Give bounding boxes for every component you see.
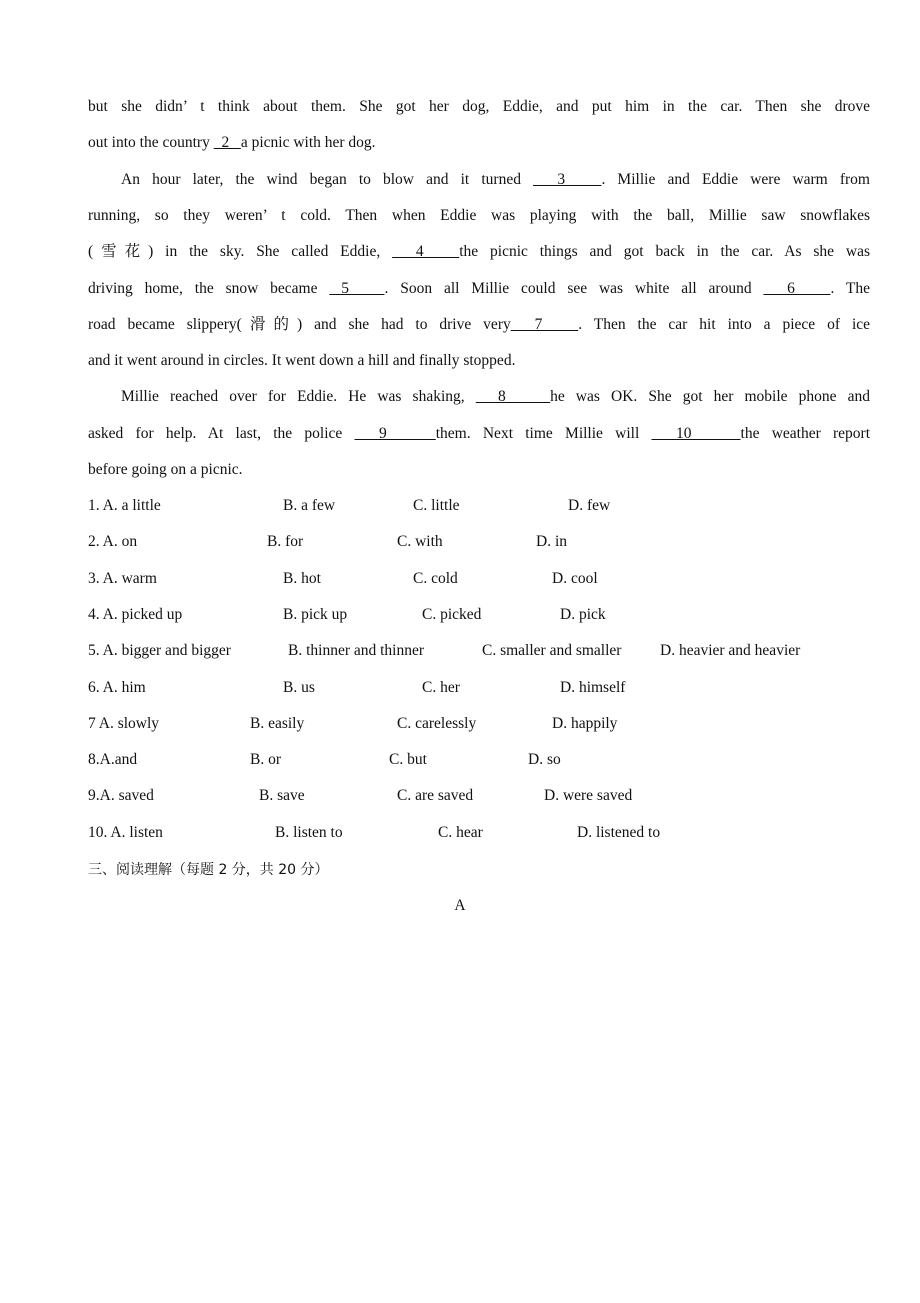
option-c: C. her [422,678,460,696]
passage-line [88,351,870,371]
option-b: B. or [250,751,281,769]
option-b: B. for [267,533,304,551]
answer-blank: 10 [651,424,741,442]
passage-text: . The [830,279,871,297]
passage-text: he was OK. She got her mobile phone and [550,388,870,406]
passage-line [88,279,870,299]
passage-text: An hour later, the wind began to blow and it turned [121,170,534,188]
option-a: 6. A. him [88,678,146,696]
answer-blank: 4 [392,243,460,261]
option-a: 5. A. bigger and bigger [88,642,231,660]
option-c: C. little [413,497,460,514]
option-a: 1. A. a little [88,497,161,514]
option-b: B. pick up [283,605,348,623]
passage-text: out into the country [88,134,214,152]
passage-line [88,315,870,335]
passage-line [88,460,870,480]
option-d: D. few [568,497,611,514]
option-a: 10. A. listen [88,823,163,841]
option-c: C. with [397,533,443,551]
option-c: C. picked [422,605,482,623]
passage-text: . Millie and Eddie were warm from [601,170,870,188]
option-b: B. listen to [275,823,343,841]
passage-line [88,242,870,262]
option-c: C. are saved [397,787,474,805]
option-a: 8.A.and [88,751,138,769]
passage-text: . Then the car hit into a piece of ice [578,315,871,333]
passage-text: before going on a picnic. [88,461,243,478]
option-b: B. easily [250,714,305,732]
answer-blank: 5 [329,279,385,297]
option-c: C. smaller and smaller [482,642,622,660]
option-d: D. happily [552,714,618,732]
passage-text: asked for help. At last, the police [88,424,355,442]
answer-blank: 6 [763,279,831,297]
option-b: B. thinner and thinner [288,642,425,660]
option-a: 4. A. picked up [88,605,183,623]
option-d: D. cool [552,569,598,587]
option-a: 2. A. on [88,533,138,551]
answer-blank: 9 [354,424,436,442]
option-a: 9.A. saved [88,787,154,805]
option-b: B. us [283,678,315,696]
passage-line [88,424,870,444]
passage-text: road became slippery(滑的) and she had to drive very [88,315,511,333]
option-d: D. were saved [544,787,633,805]
answer-blank: 3 [533,170,602,188]
option-c: C. hear [438,823,483,841]
option-d: D. himself [560,678,626,696]
answer-blank: 7 [510,315,579,333]
option-a: 3. A. warm [88,569,157,587]
passage-text: . Soon all Millie could see was white all around [384,279,764,297]
answer-blank: 8 [475,388,551,406]
option-d: D. listened to [577,823,661,841]
passage-line [121,170,870,190]
passage-text: and it went around in circles. It went down a hill and finally stopped. [88,352,516,370]
option-d: D. in [536,533,567,551]
option-b: B. save [259,787,305,805]
passage-text: (雪花) in the sky. She called Eddie, [88,243,393,261]
option-b: B. hot [283,569,321,587]
answer-blank: 2 [213,134,241,152]
option-b: B. a few [283,497,336,514]
passage-line [88,97,870,117]
option-d: D. so [528,751,561,769]
option-d: D. pick [560,605,606,623]
option-c: C. cold [413,569,458,587]
passage-line [121,387,870,407]
section-heading: 三、阅读理解（每题 2 分，共 20 分） [88,862,329,878]
passage-text: a picnic with her dog. [240,134,376,152]
option-d: D. heavier and heavier [660,642,801,660]
subsection-label: A [454,897,466,914]
passage-line [88,133,870,153]
passage-text: driving home, the snow became [88,279,330,297]
passage-text: but she didn’ t think about them. She got her dog, Eddie, and put him in the car. Then she drove [88,98,870,115]
passage-text: them. Next time Millie will [435,424,652,442]
passage-text: running, so they weren’ t cold. Then when Eddie was playing with the ball, Millie saw snowflakes [88,206,870,224]
passage-text: the weather report [740,424,871,442]
option-c: C. carelessly [397,714,477,732]
passage-text: the picnic things and got back in the car. As she was [459,243,871,261]
option-a: 7 A. slowly [88,714,160,732]
passage-text: Millie reached over for Eddie. He was shaking, [121,388,476,406]
option-c: C. but [389,751,427,769]
passage-line [88,206,870,226]
